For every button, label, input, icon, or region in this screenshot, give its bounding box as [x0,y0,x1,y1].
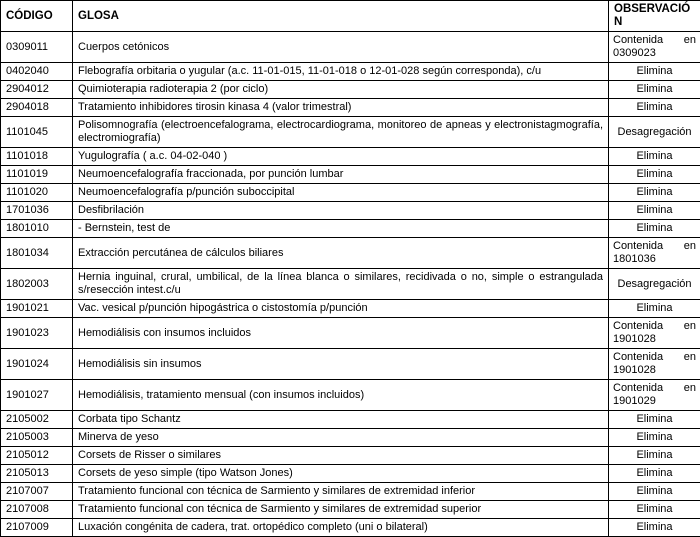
observacion-cell: Elimina [609,501,700,519]
glosa-cell: Minerva de yeso [73,429,609,447]
table-row [1,349,700,380]
observacion-cell: Elimina [609,483,700,501]
header-glosa: GLOSA [73,1,609,32]
codigo-cell: 0402040 [1,63,73,81]
glosa-cell: Corsets de yeso simple (tipo Watson Jones) [73,465,609,483]
codigo-cell: 2904012 [1,81,73,99]
observacion-cell: Elimina [609,447,700,465]
observacion-cell: Desagregación [609,117,700,148]
glosa-cell: Desfibrilación [73,202,609,220]
table-row [1,447,700,465]
table-row [1,429,700,447]
table-row [1,148,700,166]
observacion-cell: Elimina [609,300,700,318]
table-body [1,32,700,537]
observacion-cell: Contenida en 1901028 [609,318,700,349]
observacion-cell: Elimina [609,99,700,117]
glosa-cell: Flebografía orbitaria o yugular (a.c. 11-01-015, 11-01-018 o 12-01-028 según corresponda), c/u [73,63,609,81]
observacion-cell: Elimina [609,411,700,429]
header-codigo: CÓDIGO [1,1,73,32]
header-observacion: OBSERVACIÓN [609,1,700,32]
codigo-cell: 2107007 [1,483,73,501]
table-row [1,465,700,483]
codigo-cell: 2107008 [1,501,73,519]
table-row [1,238,700,269]
table-row [1,411,700,429]
table-row [1,380,700,411]
glosa-cell: Tratamiento funcional con técnica de Sarmiento y similares de extremidad inferior [73,483,609,501]
table-row [1,318,700,349]
glosa-cell: Tratamiento funcional con técnica de Sarmiento y similares de extremidad superior [73,501,609,519]
table-row [1,63,700,81]
table-row [1,99,700,117]
observacion-cell: Elimina [609,202,700,220]
observacion-cell: Contenida en 1901029 [609,380,700,411]
observacion-cell: Elimina [609,184,700,202]
glosa-cell: Tratamiento inhibidores tirosin kinasa 4 (valor trimestral) [73,99,609,117]
codigo-cell: 2105012 [1,447,73,465]
codigo-cell: 1801034 [1,238,73,269]
glosa-cell: Corbata tipo Schantz [73,411,609,429]
table-row [1,81,700,99]
table-row [1,519,700,537]
table-row [1,300,700,318]
table-row [1,269,700,300]
codigo-cell: 1801010 [1,220,73,238]
observacion-cell: Elimina [609,166,700,184]
table-header-row [1,1,700,32]
codigo-cell: 1901021 [1,300,73,318]
glosa-cell: Hemodiálisis sin insumos [73,349,609,380]
codigo-cell: 1101045 [1,117,73,148]
codigo-cell: 1101020 [1,184,73,202]
codigo-cell: 1901027 [1,380,73,411]
table-row [1,184,700,202]
observacion-cell: Desagregación [609,269,700,300]
glosa-cell: Extracción percutánea de cálculos biliares [73,238,609,269]
codigo-cell: 0309011 [1,32,73,63]
table-row [1,202,700,220]
glosa-cell: Neumoencefalografía fraccionada, por punción lumbar [73,166,609,184]
codigo-cell: 2105002 [1,411,73,429]
codigo-cell: 1802003 [1,269,73,300]
codigo-cell: 1901023 [1,318,73,349]
glosa-cell: - Bernstein, test de [73,220,609,238]
observacion-cell: Elimina [609,63,700,81]
codigo-cell: 1101018 [1,148,73,166]
observacion-cell: Elimina [609,81,700,99]
glosa-cell: Hemodiálisis, tratamiento mensual (con insumos incluidos) [73,380,609,411]
observacion-cell: Elimina [609,429,700,447]
codigo-cell: 1901024 [1,349,73,380]
observacion-cell: Elimina [609,519,700,537]
observacion-cell: Elimina [609,148,700,166]
observacion-cell: Contenida en 1801036 [609,238,700,269]
codigo-cell: 1701036 [1,202,73,220]
table-row [1,117,700,148]
codigo-cell: 2105003 [1,429,73,447]
codigo-cell: 2107009 [1,519,73,537]
codigo-cell: 1101019 [1,166,73,184]
glosa-cell: Polisomnografía (electroencefalograma, electrocardiograma, monitoreo de apneas y electronistagmografía, electromiografía) [73,117,609,148]
glosa-cell: Luxación congénita de cadera, trat. ortopédico completo (uni o bilateral) [73,519,609,537]
table-row [1,483,700,501]
table-row [1,32,700,63]
glosa-cell: Yugulografía ( a.c. 04-02-040 ) [73,148,609,166]
observacion-cell: Elimina [609,465,700,483]
table-row [1,166,700,184]
glosa-cell: Quimioterapia radioterapia 2 (por ciclo) [73,81,609,99]
glosa-cell: Neumoencefalografía p/punción suboccipital [73,184,609,202]
glosa-cell: Hemodiálisis con insumos incluidos [73,318,609,349]
codigo-cell: 2105013 [1,465,73,483]
observacion-cell: Contenida en 1901028 [609,349,700,380]
glosa-cell: Cuerpos cetónicos [73,32,609,63]
glosa-cell: Hernia inguinal, crural, umbilical, de la línea blanca o similares, recidivada o no, simple o estrangulada s/resección intest.c/u [73,269,609,300]
observacion-cell: Contenida en 0309023 [609,32,700,63]
observacion-cell: Elimina [609,220,700,238]
glosa-cell: Corsets de Risser o similares [73,447,609,465]
table-row [1,220,700,238]
table-row [1,501,700,519]
codigo-cell: 2904018 [1,99,73,117]
glosa-cell: Vac. vesical p/punción hipogástrica o cistostomía p/punción [73,300,609,318]
